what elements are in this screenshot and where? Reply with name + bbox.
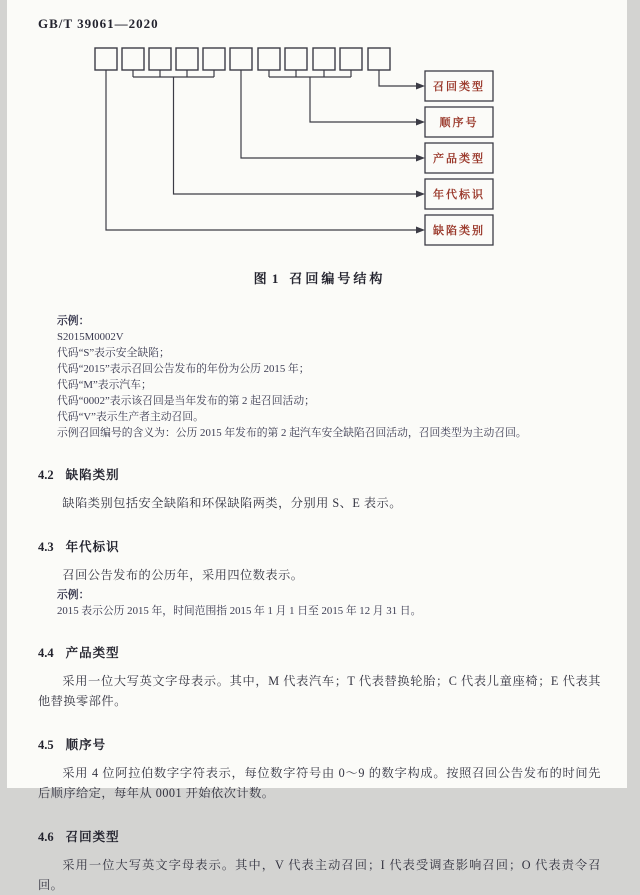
section-body: 召回公告发布的公历年，采用四位数表示。 [62,568,304,582]
section-number: 4.5 [38,738,54,752]
section-number: 4.3 [38,540,54,554]
section-title: 召回类型 [65,830,120,844]
section-heading [38,465,601,483]
section-heading [38,735,601,753]
diagram-label-sequence-number: 顺序号 [439,117,479,129]
figure-caption [38,268,601,287]
diagram-label-product-type: 产品类型 [433,153,485,165]
section-number: 4.6 [38,830,54,844]
diagram-label-recall-type: 召回类型 [433,81,485,93]
section-body: 采用 4 位阿拉伯数字字符表示，每位数字符号由 0～9 的数字构成。按照召回公告发布的时间先后顺序给定，每年从 0001 开始依次计数。 [38,766,601,800]
figure-caption-number: 图 1 [253,271,280,286]
section-4-3 [38,537,601,619]
example-line: 2015 表示公历 2015 年，时间范围指 2015 年 1 月 1 日至 2015 年 12 月 31 日。 [57,605,422,617]
figure-example-block [57,313,601,441]
section-body: 采用一位大写英文字母表示。其中，V 代表主动召回；I 代表受调查影响召回；O 代表责令召回。 [38,858,601,892]
example-label: 示例： [57,315,90,327]
section-title: 产品类型 [65,646,120,660]
example-line: 代码“2015”表示召回公告发布的年份为公历 2015 年； [57,363,310,375]
section-body: 缺陷类别包括安全缺陷和环保缺陷两类，分别用 S、E 表示。 [62,496,402,510]
section-heading [38,537,601,555]
example-line: 代码“M”表示汽车； [57,379,152,391]
section-4-2 [38,465,601,513]
figure-caption-title: 召回编号结构 [289,271,386,286]
section-4-6 [38,827,601,895]
section-number: 4.4 [38,646,54,660]
standard-number: GB/T 39061—2020 [38,16,159,31]
section-example-block [57,587,601,619]
diagram-labels [425,71,493,245]
section-number: 4.2 [38,468,54,482]
section-heading [38,643,601,661]
section-4-4 [38,643,601,711]
section-title: 缺陷类别 [65,468,120,482]
section-body: 采用一位大写英文字母表示。其中，M 代表汽车；T 代表替换轮胎；C 代表儿童座椅；E 代表其他替换零部件。 [38,674,601,708]
section-title: 年代标识 [65,540,120,554]
example-line: 代码“S”表示安全缺陷； [57,347,170,359]
section-title: 顺序号 [65,738,107,752]
digit-boxes [95,48,390,70]
arrowhead-icons [416,83,425,234]
document-page [7,0,627,892]
connector-lines [106,70,417,230]
example-line: 代码“0002”表示该召回是当年发布的第 2 起召回活动； [57,395,315,407]
example-line: 示例召回编号的含义为：公历 2015 年发布的第 2 起汽车安全缺陷召回活动，召回类型为主动召回。 [57,427,527,439]
section-4-5 [38,735,601,803]
example-code: S2015M0002V [57,331,124,343]
example-line: 代码“V”表示生产者主动召回。 [57,411,204,423]
recall-number-structure-diagram [38,42,606,248]
diagram-svg [38,42,606,248]
diagram-label-defect-category: 缺陷类别 [433,225,485,237]
diagram-label-year-mark: 年代标识 [433,189,485,201]
example-label: 示例： [57,589,90,601]
section-heading [38,827,601,845]
